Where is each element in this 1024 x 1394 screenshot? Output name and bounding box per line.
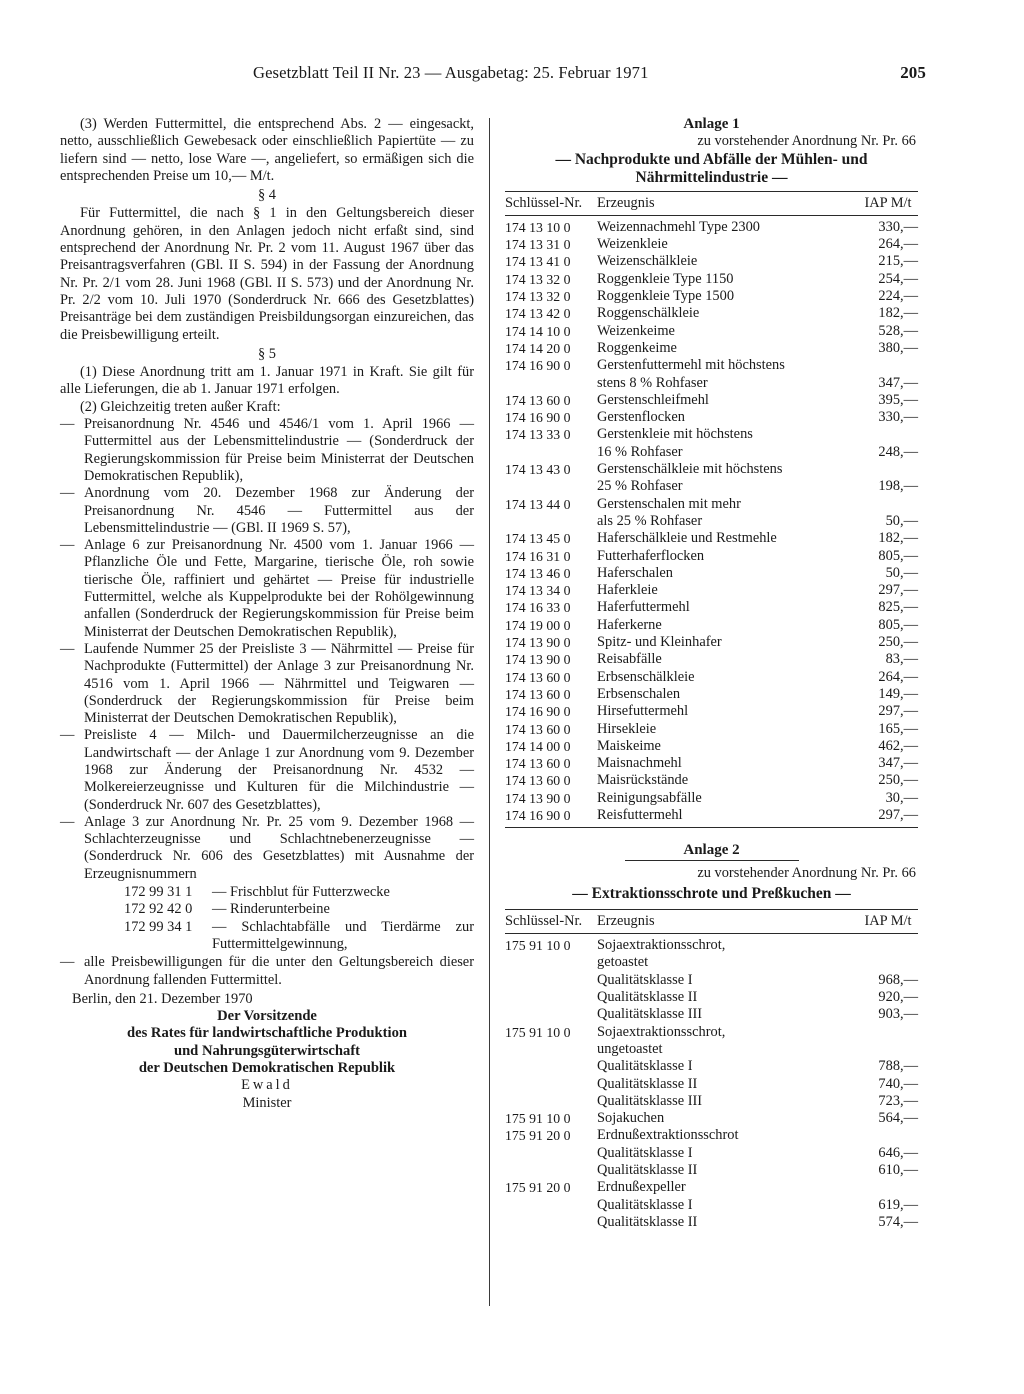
table-row — [505, 1024, 918, 1059]
table-header-rule — [505, 215, 918, 216]
row-price: 50,— — [885, 512, 918, 529]
page-header — [253, 64, 926, 84]
product-line: Qualitätsklasse III — [597, 1092, 703, 1109]
anlage-2-subtitle: zu vorstehender Anordnung Nr. Pr. 66 — [697, 864, 916, 881]
exception-number: 172 92 42 0 — [124, 901, 193, 918]
row-key-number: 174 16 90 0 — [505, 410, 571, 426]
org-line: des Rates für landwirtschaftliche Produktion — [127, 1025, 407, 1042]
row-key-number: 174 16 90 0 — [505, 807, 571, 823]
row-key-number: 174 19 00 0 — [505, 617, 571, 633]
table-row — [505, 1162, 918, 1179]
row-key-number — [505, 989, 597, 1006]
row-product — [597, 357, 858, 392]
anlage-1 — [505, 116, 918, 828]
table-row — [505, 599, 918, 616]
table-row — [505, 1145, 918, 1162]
row-price: 528,— — [878, 322, 918, 339]
row-price: 610,— — [878, 1162, 918, 1179]
table-row — [505, 1197, 918, 1214]
product-line: Gerstenfuttermehl mit höchstens — [597, 357, 785, 374]
row-product — [597, 599, 858, 616]
product-line: Haferkleie — [597, 582, 658, 599]
row-key-number: 174 13 32 0 — [505, 271, 571, 287]
column-header-price: IAP M/t — [864, 194, 912, 211]
anlage-1-subtitle: zu vorstehender Anordnung Nr. Pr. 66 — [697, 133, 916, 150]
product-line: Gerstenschalen mit mehr — [597, 495, 741, 512]
product-line: 25 % Rohfaser — [597, 478, 683, 495]
exception-text: — Schlachtabfälle und Tierdärme zur Futtermittelgewinnung, — [212, 918, 474, 952]
row-product — [597, 236, 858, 253]
row-key-number — [505, 1214, 597, 1231]
org-line: und Nahrungsgüterwirtschaft — [173, 1042, 361, 1059]
product-line: Qualitätsklasse II — [597, 1075, 698, 1092]
column-header-nr: Schlüssel-Nr. — [505, 194, 583, 211]
row-price: 805,— — [878, 616, 918, 633]
table-row — [505, 409, 918, 426]
paragraph-3: (3) Werden Futtermittel, die entsprechend Abs. 2 — eingesackt, netto, ausschließlich Gewebesack oder einschließlich Papiertüte — zu liefern sind — netto, lose Ware —, angeliefert, so ermäßigen sich die entsprechenden Preise um 10,— M/t. — [60, 116, 474, 184]
row-product — [597, 669, 858, 686]
org-line: Der Vorsitzende — [217, 1008, 317, 1025]
row-price: 215,— — [878, 253, 918, 270]
row-price: 330,— — [878, 409, 918, 426]
row-key-number — [505, 1058, 597, 1075]
row-price: 198,— — [878, 478, 918, 495]
row-price: 920,— — [878, 989, 918, 1006]
row-key-number: 174 13 32 0 — [505, 289, 571, 305]
repealed-list — [60, 416, 474, 989]
product-line: Reisabfälle — [597, 651, 662, 668]
product-line: Haferschälkleie und Restmehle — [597, 530, 777, 547]
signer-name: Ewald — [241, 1077, 293, 1094]
right-column — [505, 116, 918, 1231]
product-line: Gerstenschälkleie mit höchstens — [597, 461, 783, 478]
product-line: Qualitätsklasse I — [597, 1144, 693, 1161]
row-key-number — [505, 1162, 597, 1179]
row-key-number: 174 13 45 0 — [505, 531, 571, 547]
list-item: — Anordnung vom 20. Dezember 1968 zur Änderung der Preisanordnung Nr. 4546 — Futtermittel aus der Lebensmittelindustrie — (GBl. II 1969 S. 57), — [60, 485, 474, 537]
list-item: — Preisanordnung Nr. 4546 und 4546/1 vom 1. April 1966 — Futtermittel aus der Lebensmittelindustrie — (Sonderdruck der Regierungskommission für Preise beim Ministerrat der Deutschen Demokratischen Republik), — [60, 416, 474, 485]
table-row — [505, 989, 918, 1006]
table-row — [505, 530, 918, 547]
row-key-number: 174 16 90 0 — [505, 704, 571, 720]
product-line: Weizenkleie — [597, 236, 668, 253]
product-line: Spitz- und Kleinhafer — [597, 634, 722, 651]
table-row — [505, 548, 918, 565]
row-product — [597, 989, 858, 1006]
row-key-number: 174 13 34 0 — [505, 583, 571, 599]
row-price: 254,— — [878, 270, 918, 287]
list-item: — Laufende Nummer 25 der Preisliste 3 — Nährmittel — Preise für Nachprodukte (Futtermittel) der Anlage 3 zur Preisanordnung Nr. 4516 vom 1. April 1966 — Nährmittel und Teigwaren — (Sonderdruck der Regierungskommission für Preise beim Ministerrat der Deutschen Demokratischen Republik), — [60, 641, 474, 727]
row-product — [597, 1127, 858, 1144]
page-number: 205 — [900, 63, 926, 82]
row-key-number — [505, 1093, 597, 1110]
row-product — [597, 772, 858, 789]
table-row — [505, 617, 918, 634]
anlage-2-title-rule — [625, 860, 799, 861]
row-price: 330,— — [878, 218, 918, 235]
row-key-number: 174 13 41 0 — [505, 254, 571, 270]
row-price: 30,— — [885, 789, 918, 806]
product-line: Hirsekleie — [597, 720, 657, 737]
column-header-price: IAP M/t — [864, 912, 912, 929]
list-item: — Anlage 6 zur Preisanordnung Nr. 4500 vom 1. Januar 1966 — Pflanzliche Öle und Fette, Margarine, tierische Öle, roh sowie tierische Öle, raffiniert und gehärtet — Preise für industrielle Futtermittel, welche als Kuppelprodukte bei der Rohölgewinnung anfallen (Sonderdruck der Regierungskommission für Preise beim Ministerrat der Deutschen Demokratischen Republik), — [60, 537, 474, 641]
row-key-number: 174 13 33 0 — [505, 427, 571, 443]
section-4-heading: § 4 — [258, 187, 276, 204]
row-key-number: 174 14 00 0 — [505, 738, 571, 754]
row-price: 968,— — [878, 971, 918, 988]
product-line: Qualitätsklasse III — [597, 1006, 703, 1023]
product-line: Roggenkleie Type 1500 — [597, 288, 735, 305]
row-product — [597, 1145, 858, 1162]
section-5-para-2: (2) Gleichzeitig treten außer Kraft: — [80, 398, 281, 415]
row-price: 83,— — [885, 651, 918, 668]
product-line: Haferschalen — [597, 564, 673, 581]
row-key-number: 174 14 10 0 — [505, 323, 571, 339]
row-product — [597, 409, 858, 426]
product-line: Qualitätsklasse II — [597, 989, 698, 1006]
row-price: 574,— — [878, 1213, 918, 1230]
row-price: 462,— — [878, 737, 918, 754]
row-price: 297,— — [878, 703, 918, 720]
signer-role: Minister — [242, 1094, 292, 1111]
table-row — [505, 669, 918, 686]
row-price: 903,— — [878, 1006, 918, 1023]
row-price: 740,— — [878, 1075, 918, 1092]
product-line: Gerstenschleifmehl — [597, 391, 709, 408]
row-product — [597, 1214, 858, 1231]
row-key-number: 174 16 31 0 — [505, 548, 571, 564]
table-row — [505, 340, 918, 357]
row-product — [597, 1006, 858, 1023]
table-row — [505, 937, 918, 972]
table-header — [505, 910, 918, 933]
row-key-number: 174 13 43 0 — [505, 462, 571, 478]
row-product — [597, 305, 858, 322]
anlage-2-title: Anlage 2 — [683, 842, 740, 859]
row-price: 224,— — [878, 288, 918, 305]
section-5-para-1: (1) Diese Anordnung tritt am 1. Januar 1971 in Kraft. Sie gilt für alle Lieferungen, die ab 1. Januar 1971 erfolgen. — [60, 364, 474, 398]
row-key-number: 175 91 10 0 — [505, 1024, 571, 1040]
row-key-number: 174 14 20 0 — [505, 340, 571, 356]
row-key-number: 175 91 10 0 — [505, 938, 571, 954]
place-date: Berlin, den 21. Dezember 1970 — [72, 990, 253, 1007]
table-row — [505, 271, 918, 288]
row-price: 825,— — [878, 599, 918, 616]
table-row — [505, 461, 918, 496]
row-key-number: 174 13 60 0 — [505, 392, 571, 408]
row-product — [597, 790, 858, 807]
row-key-number — [505, 1076, 597, 1093]
row-key-number: 174 13 60 0 — [505, 686, 571, 702]
table-row — [505, 236, 918, 253]
product-line: Qualitätsklasse II — [597, 1213, 698, 1230]
row-price: 723,— — [878, 1092, 918, 1109]
row-key-number: 174 13 10 0 — [505, 219, 571, 235]
table-row — [505, 772, 918, 789]
row-price: 788,— — [878, 1058, 918, 1075]
row-product — [597, 1179, 858, 1196]
table-row — [505, 807, 918, 824]
product-line: Erdnußextraktionsschrot — [597, 1127, 739, 1144]
table-row — [505, 357, 918, 392]
exception-item — [124, 919, 474, 954]
row-key-number: 174 13 42 0 — [505, 306, 571, 322]
product-line: Futterhaferflocken — [597, 547, 705, 564]
list-item: — Preisliste 4 — Milch- und Dauermilcherzeugnisse an die Landwirtschaft — der Anlage 1 zur Anordnung vom 9. Dezember 1968 zur Änderung der Preisanordnung Nr. 4532 — Molkereierzeugnisse und Kulturen für die Milchindustrie — (Sonderdruck Nr. 607 des Gesetzblattes), — [60, 727, 474, 813]
row-key-number: 174 13 90 0 — [505, 652, 571, 668]
table-row — [505, 738, 918, 755]
row-price: 182,— — [878, 305, 918, 322]
row-key-number: 174 13 44 0 — [505, 496, 571, 512]
table-row — [505, 582, 918, 599]
row-product — [597, 565, 858, 582]
list-item: — alle Preisbewilligungen für die unter den Geltungsbereich dieser Anordnung fallenden Futtermittel. — [60, 954, 474, 989]
column-header-product: Erzeugnis — [597, 194, 655, 211]
row-key-number: 174 16 33 0 — [505, 600, 571, 616]
product-line: Sojaextraktionsschrot, — [597, 1023, 726, 1040]
row-price: 50,— — [885, 564, 918, 581]
product-line: Reinigungsabfälle — [597, 789, 702, 806]
row-price: 182,— — [878, 530, 918, 547]
signature-block — [60, 991, 474, 1112]
product-line: Erbsenschälkleie — [597, 668, 695, 685]
row-key-number — [505, 972, 597, 989]
table-row — [505, 1179, 918, 1196]
row-price: 149,— — [878, 685, 918, 702]
row-price: 250,— — [878, 772, 918, 789]
product-line: stens 8 % Rohfaser — [597, 374, 708, 391]
table-row — [505, 219, 918, 236]
product-line: getoastet — [597, 954, 649, 971]
column-header-nr: Schlüssel-Nr. — [505, 912, 583, 929]
product-line: Weizenkeime — [597, 322, 675, 339]
product-line: Qualitätsklasse I — [597, 971, 693, 988]
product-line: Sojaextraktionsschrot, — [597, 937, 726, 954]
table-row — [505, 426, 918, 461]
table-header-rule — [505, 933, 918, 934]
row-product — [597, 686, 858, 703]
running-title: Gesetzblatt Teil II Nr. 23 — Ausgabetag: 25. Februar 1971 — [253, 63, 649, 82]
exception-item — [124, 884, 474, 901]
row-price: 297,— — [878, 806, 918, 823]
list-item — [60, 814, 474, 953]
table-bottom-rule — [505, 827, 918, 828]
row-product — [597, 288, 858, 305]
table-row — [505, 1076, 918, 1093]
row-product — [597, 426, 858, 461]
row-price: 347,— — [878, 374, 918, 391]
row-product — [597, 530, 858, 547]
row-product — [597, 651, 858, 668]
row-product — [597, 1197, 858, 1214]
row-product — [597, 721, 858, 738]
section-4-text: Für Futtermittel, die nach § 1 in den Geltungsbereich dieser Anordnung gehören, in den Anlagen jedoch nicht erfaßt sind, sind entsprechend der Anordnung Nr. Pr. 2 vom 11. August 1967 über das Preisantragsverfahren (GBl. II S. 594) in der Fassung der Anordnung Nr. Pr. 2/1 vom 28. Juni 1968 (GBl. II S. 573) und der Anordnung Nr. Pr. 2/2 vom 10. Juli 1970 (Sonderdruck Nr. 666 des Gesetzblattes) Preisanträge bei dem zuständigen Preisbildungsorgan einzureichen, das die Preisbewilligung erteilt. — [60, 205, 474, 343]
product-line: Haferkerne — [597, 616, 662, 633]
table-row — [505, 651, 918, 668]
table-row — [505, 755, 918, 772]
product-line: Maisnachmehl — [597, 755, 682, 772]
table-row — [505, 721, 918, 738]
row-price: 248,— — [878, 443, 918, 460]
row-product — [597, 548, 858, 565]
row-product — [597, 271, 858, 288]
row-price: 264,— — [878, 668, 918, 685]
table-row — [505, 1127, 918, 1144]
row-key-number: 174 13 60 0 — [505, 756, 571, 772]
table-row — [505, 288, 918, 305]
row-key-number — [505, 1145, 597, 1162]
anlage-2 — [505, 842, 918, 1231]
product-line: Weizenschälkleie — [597, 253, 698, 270]
table-row — [505, 565, 918, 582]
product-line: Hirsefuttermehl — [597, 703, 689, 720]
row-price: 380,— — [878, 339, 918, 356]
row-price: 805,— — [878, 547, 918, 564]
table-row — [505, 1093, 918, 1110]
row-product — [597, 703, 858, 720]
row-product — [597, 937, 858, 972]
anlage-1-heading: — Nachprodukte und Abfälle der Mühlen- und Nährmittelindustrie — — [555, 150, 868, 186]
row-product — [597, 1093, 858, 1110]
anlage-1-table — [505, 219, 918, 824]
row-key-number: 174 13 60 0 — [505, 721, 571, 737]
table-row — [505, 1214, 918, 1231]
row-product — [597, 253, 858, 270]
row-price: 619,— — [878, 1196, 918, 1213]
row-price: 646,— — [878, 1144, 918, 1161]
table-row — [505, 703, 918, 720]
product-line: Qualitätsklasse I — [597, 1196, 693, 1213]
table-row — [505, 1006, 918, 1023]
row-product — [597, 1076, 858, 1093]
table-row — [505, 1110, 918, 1127]
row-key-number: 174 13 60 0 — [505, 773, 571, 789]
row-product — [597, 738, 858, 755]
row-product — [597, 634, 858, 651]
left-column — [60, 116, 474, 1112]
table-row — [505, 686, 918, 703]
table-row — [505, 496, 918, 531]
section-5-heading: § 5 — [258, 345, 276, 362]
row-price: 264,— — [878, 236, 918, 253]
product-line: Gerstenkleie mit höchstens — [597, 426, 753, 443]
exception-list — [124, 884, 474, 953]
table-row — [505, 972, 918, 989]
row-price: 347,— — [878, 755, 918, 772]
product-line: Maiskeime — [597, 737, 661, 754]
row-product — [597, 1058, 858, 1075]
row-product — [597, 340, 858, 357]
product-line: Maisrückstände — [597, 772, 689, 789]
row-key-number: 174 13 46 0 — [505, 565, 571, 581]
row-product — [597, 323, 858, 340]
anlage-1-title: Anlage 1 — [683, 116, 740, 132]
row-product — [597, 496, 858, 531]
row-product — [597, 1024, 858, 1059]
row-key-number — [505, 1197, 597, 1214]
table-row — [505, 1058, 918, 1075]
product-line: Qualitätsklasse II — [597, 1162, 698, 1179]
row-price: 297,— — [878, 582, 918, 599]
product-line: als 25 % Rohfaser — [597, 512, 703, 529]
row-product — [597, 461, 858, 496]
list-item-text: Anlage 3 zur Anordnung Nr. Pr. 25 vom 9. Dezember 1968 — Schlachterzeugnisse und Schlachtnebenerzeugnisse — (Sonderdruck Nr. 606 des Gesetzblattes) mit Ausnahme der Erzeugnisnummern — [84, 813, 474, 882]
exception-number: 172 99 34 1 — [124, 918, 193, 935]
exception-text: — Frischblut für Futterzwecke — [212, 884, 390, 901]
row-key-number: 174 13 31 0 — [505, 237, 571, 253]
product-line: Qualitätsklasse I — [597, 1058, 693, 1075]
row-product — [597, 617, 858, 634]
column-header-product: Erzeugnis — [597, 912, 655, 929]
product-line: Weizennachmehl Type 2300 — [597, 218, 761, 235]
product-line: Erdnußexpeller — [597, 1179, 686, 1196]
row-key-number: 174 13 60 0 — [505, 669, 571, 685]
row-product — [597, 1162, 858, 1179]
row-product — [597, 582, 858, 599]
row-key-number: 174 13 90 0 — [505, 635, 571, 651]
row-key-number: 174 13 90 0 — [505, 790, 571, 806]
product-line: Roggenkeime — [597, 339, 677, 356]
row-price: 250,— — [878, 634, 918, 651]
product-line: Roggenkleie Type 1150 — [597, 270, 734, 287]
column-divider — [489, 118, 490, 1306]
product-line: Erbsenschalen — [597, 685, 681, 702]
table-row — [505, 392, 918, 409]
row-price: 165,— — [878, 720, 918, 737]
exception-number: 172 99 31 1 — [124, 884, 193, 901]
row-price: 564,— — [878, 1110, 918, 1127]
row-product — [597, 755, 858, 772]
table-row — [505, 253, 918, 270]
exception-text: — Rinderunterbeine — [212, 901, 330, 918]
row-price: 395,— — [878, 391, 918, 408]
row-key-number: 175 91 10 0 — [505, 1111, 571, 1127]
row-product — [597, 1110, 858, 1127]
row-key-number: 175 91 20 0 — [505, 1128, 571, 1144]
table-row — [505, 323, 918, 340]
product-line: Haferfuttermehl — [597, 599, 690, 616]
row-product — [597, 392, 858, 409]
product-line: 16 % Rohfaser — [597, 443, 683, 460]
table-row — [505, 305, 918, 322]
product-line: Gerstenflocken — [597, 409, 685, 426]
product-line: Roggenschälkleie — [597, 305, 700, 322]
anlage-2-heading: — Extraktionsschrote und Preßkuchen — — [572, 884, 851, 902]
product-line: Sojakuchen — [597, 1110, 665, 1127]
product-line: ungetoastet — [597, 1040, 663, 1057]
table-row — [505, 790, 918, 807]
exception-item — [124, 901, 474, 918]
row-key-number: 175 91 20 0 — [505, 1180, 571, 1196]
row-key-number — [505, 1006, 597, 1023]
org-line: der Deutschen Demokratischen Republik — [138, 1060, 396, 1077]
product-line: Reisfuttermehl — [597, 806, 683, 823]
row-product — [597, 972, 858, 989]
row-key-number: 174 16 90 0 — [505, 358, 571, 374]
row-product — [597, 807, 858, 824]
anlage-2-table — [505, 937, 918, 1231]
row-product — [597, 219, 858, 236]
table-header — [505, 192, 918, 215]
table-row — [505, 634, 918, 651]
